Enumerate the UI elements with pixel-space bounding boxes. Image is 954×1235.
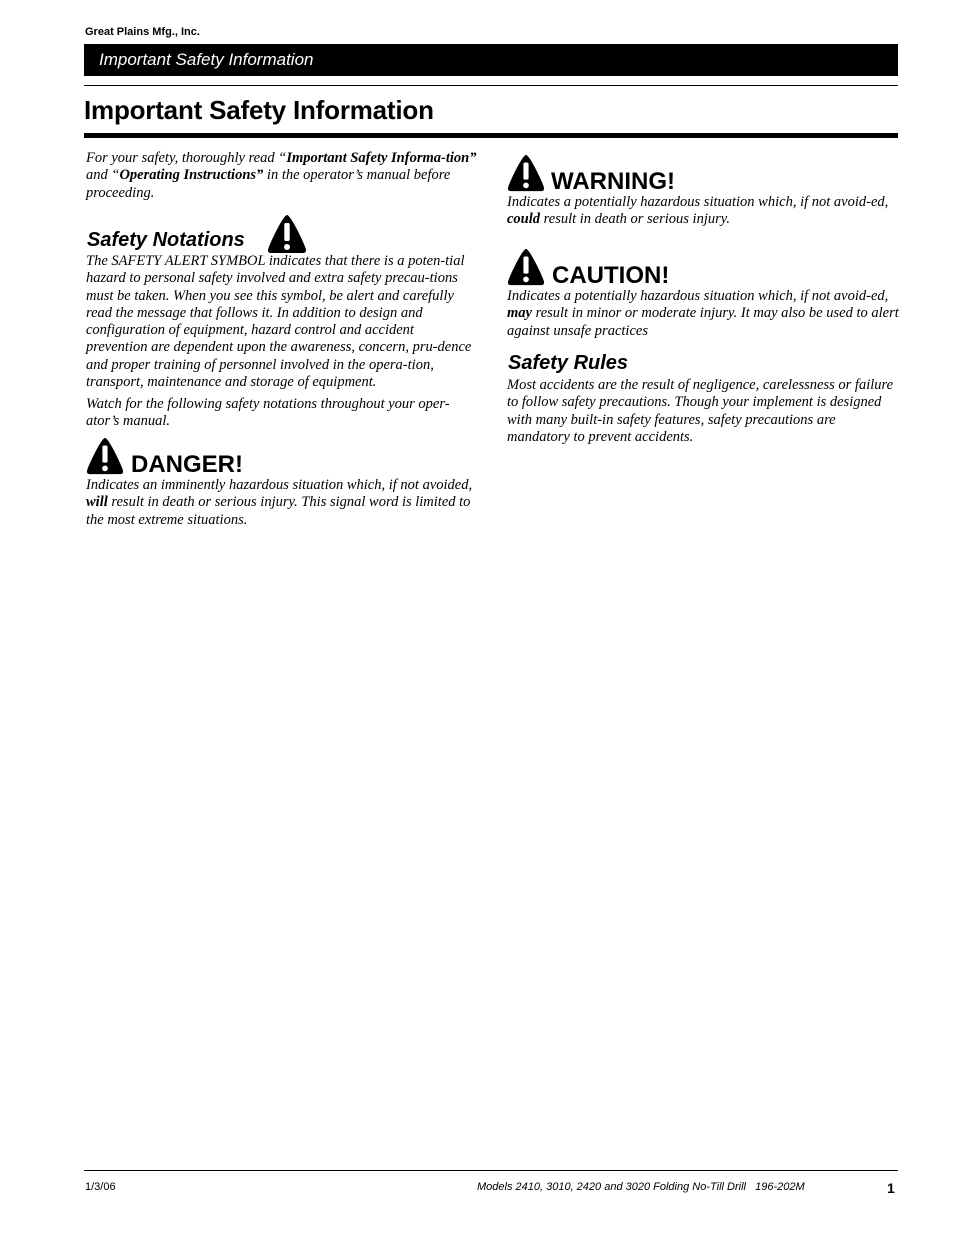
caution-text-bold: may bbox=[507, 305, 532, 322]
title-divider bbox=[84, 133, 898, 138]
caution-alert-icon bbox=[506, 247, 546, 287]
section-banner bbox=[84, 44, 898, 76]
danger-alert-icon bbox=[85, 436, 125, 476]
danger-text-post: result in death or serious injury. This signal word is limited to the most extreme situations. bbox=[86, 494, 471, 528]
intro-bold-2: Operating Instructions” bbox=[119, 167, 264, 184]
danger-text-pre: Indicates an imminently hazardous situation which, if not avoided, bbox=[86, 477, 473, 493]
header-divider bbox=[84, 85, 898, 86]
safety-notations-body: The SAFETY ALERT SYMBOL indicates that there is a poten-tial hazard to personal safety involved and extra safety precau-tions must be taken. When you see this symbol, be alert and carefully read the message that follows it. In addition to design and configuration of equipment, hazard control and accident prevention are dependent upon the awareness, concern, pru-dence and proper training of personnel involved in the opera-tion, transport, maintenance and storage of equipment. bbox=[86, 253, 472, 391]
page-number: 1 bbox=[887, 1180, 895, 1196]
safety-notations-note: Watch for the following safety notations throughout your oper-ator’s manual. bbox=[86, 396, 450, 430]
warning-text-post: result in death or serious injury. bbox=[540, 211, 731, 228]
caution-text-post: result in minor or moderate injury. It may also be used to alert against unsafe practices bbox=[507, 305, 899, 339]
warning-label: WARNING! bbox=[551, 168, 675, 195]
caution-description bbox=[507, 288, 899, 340]
caution-label: CAUTION! bbox=[552, 262, 670, 289]
intro-text-1: For your safety, thoroughly read “ bbox=[86, 150, 287, 166]
safety-notations-heading: Safety Notations bbox=[87, 229, 245, 251]
danger-description bbox=[86, 477, 478, 529]
safety-rules-heading: Safety Rules bbox=[508, 352, 629, 374]
safety-rules-body: Most accidents are the result of negligence, carelessness or failure to follow safety precautions. Though your implement is designed with many built-in safety features, safety precautions are mandatory to prevent accidents. bbox=[507, 377, 894, 445]
intro-text-3: in the operator’s manual before proceeding. bbox=[86, 167, 451, 201]
warning-alert-icon bbox=[506, 153, 546, 193]
footer-date: 1/3/06 bbox=[85, 1181, 116, 1193]
company-name: Great Plains Mfg., Inc. bbox=[85, 26, 200, 38]
warning-text-pre: Indicates a potentially hazardous situation which, if not avoid-ed, bbox=[507, 194, 889, 210]
page-title: Important Safety Information bbox=[84, 95, 434, 125]
safety-alert-icon bbox=[266, 213, 308, 255]
caution-text-pre: Indicates a potentially hazardous situation which, if not avoid-ed, bbox=[507, 288, 889, 304]
warning-description bbox=[507, 194, 899, 229]
danger-text-bold: will bbox=[86, 494, 108, 511]
intro-bold-1: Important Safety Informa-tion” bbox=[286, 150, 477, 166]
danger-label: DANGER! bbox=[131, 451, 243, 478]
intro-text-2: and “ bbox=[86, 167, 120, 184]
footer-divider bbox=[84, 1170, 898, 1171]
intro-paragraph bbox=[86, 150, 478, 202]
section-banner-title: Important Safety Information bbox=[99, 50, 314, 69]
footer-model: Models 2410, 3010, 2420 and 3020 Folding No-Till Drill 196-202M bbox=[477, 1181, 805, 1193]
warning-text-bold: could bbox=[507, 211, 541, 228]
